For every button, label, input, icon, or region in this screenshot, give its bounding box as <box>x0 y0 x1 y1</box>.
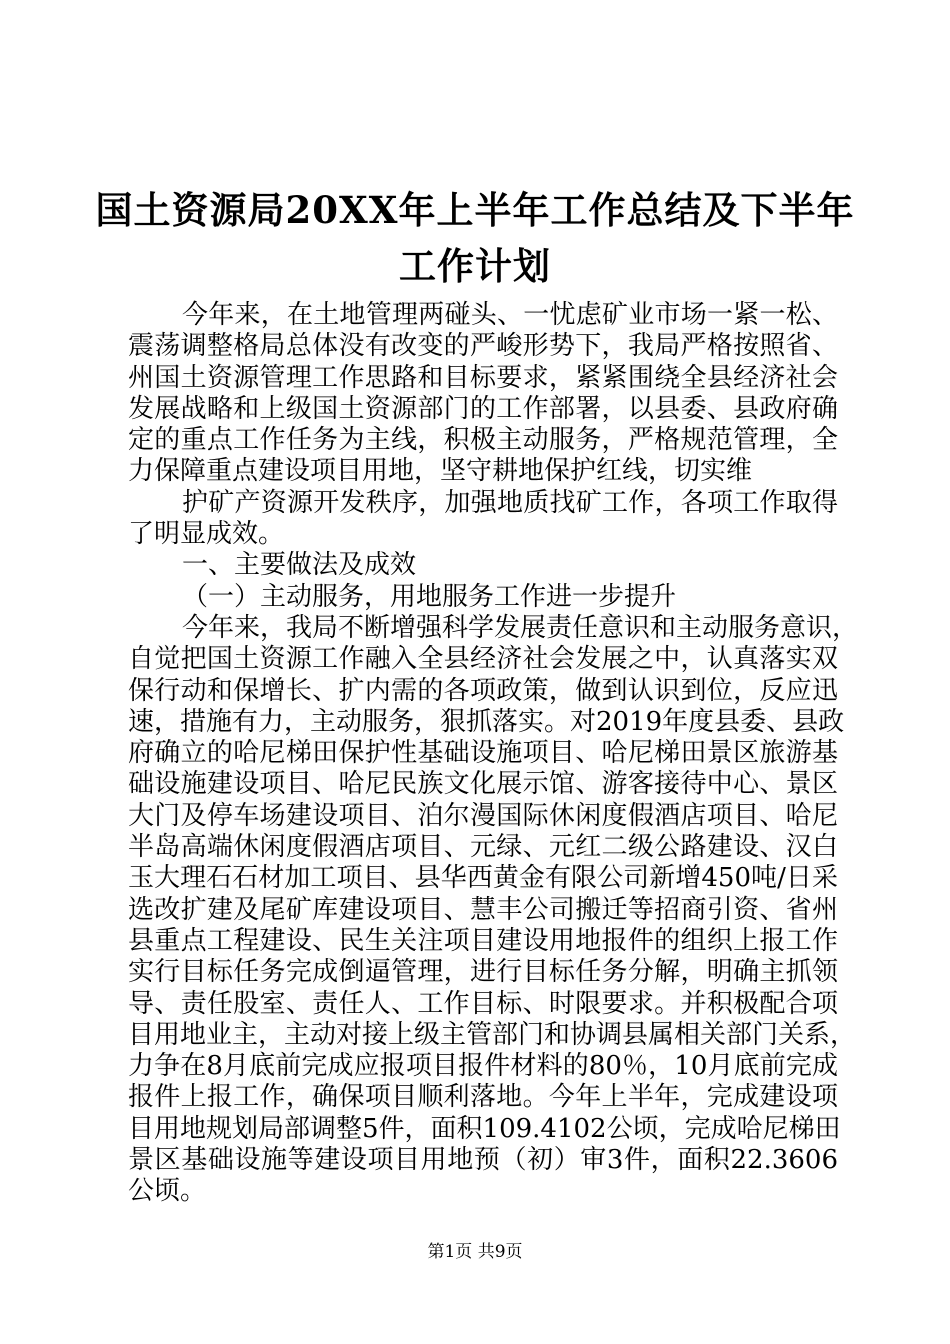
body-text-line: 州国土资源管理工作思路和目标要求，紧紧围绕全县经济社会 <box>128 362 838 393</box>
body-text-line: 实行目标任务完成倒逼管理，进行目标任务分解，明确主抓领 <box>128 957 838 988</box>
body-text-line: 了明显成效。 <box>128 519 285 550</box>
body-text-line: 报件上报工作，确保项目顺利落地。今年上半年，完成建设项 <box>128 1082 838 1113</box>
document-title-line-2: 工作计划 <box>399 244 551 288</box>
body-text-line: 玉大理石石材加工项目、县华西黄金有限公司新增450吨/日采 <box>128 863 838 894</box>
body-text-line: 定的重点工作任务为主线，积极主动服务，严格规范管理，全 <box>128 425 838 456</box>
body-text-line: 今年来，我局不断增强科学发展责任意识和主动服务意识， <box>182 612 859 643</box>
body-text-line: 目用地业主，主动对接上级主管部门和协调县属相关部门关系， <box>128 1019 857 1050</box>
body-text-line: 县重点工程建设、民生关注项目建设用地报件的组织上报工作 <box>128 925 838 956</box>
body-text-line: （一）主动服务，用地服务工作进一步提升 <box>182 581 677 612</box>
body-text-line: 力争在8月底前完成应报项目报件材料的80％，10月底前完成 <box>128 1051 838 1082</box>
document-body <box>128 300 859 1208</box>
body-text-line: 府确立的哈尼梯田保护性基础设施项目、哈尼梯田景区旅游基 <box>128 738 838 769</box>
body-text-line: 一、主要做法及成效 <box>182 550 417 581</box>
body-text-line: 景区基础设施等建设项目用地预（初）审3件，面积22.3606 <box>128 1145 838 1176</box>
body-text-line: 速，措施有力，主动服务，狠抓落实。对2019年度县委、县政 <box>128 706 845 737</box>
body-text-line: 力保障重点建设项目用地，坚守耕地保护红线，切实维 <box>128 456 753 487</box>
body-text-line: 今年来，在土地管理两碰头、一忧虑矿业市场一紧一松、 <box>182 300 838 330</box>
document-title-line-1: 国土资源局20XX年上半年工作总结及下半年 <box>95 188 855 232</box>
page-footer: 第1页 共9页 <box>427 1242 523 1262</box>
body-text-line: 目用地规划局部调整5件，面积109.4102公顷，完成哈尼梯田 <box>128 1113 841 1144</box>
body-text-line: 自觉把国土资源工作融入全县经济社会发展之中，认真落实双 <box>128 644 838 675</box>
body-text-line: 半岛高端休闲度假酒店项目、元绿、元红二级公路建设、汉白 <box>128 832 838 863</box>
body-text-line: 选改扩建及尾矿库建设项目、慧丰公司搬迁等招商引资、省州 <box>128 894 838 925</box>
body-text-line: 护矿产资源开发秩序，加强地质找矿工作，各项工作取得 <box>182 487 838 518</box>
body-text-line: 导、责任股室、责任人、工作目标、时限要求。并积极配合项 <box>128 988 838 1019</box>
body-text-line: 公顷。 <box>128 1176 207 1207</box>
body-text-line: 大门及停车场建设项目、泊尔漫国际休闲度假酒店项目、哈尼 <box>128 800 838 831</box>
body-text-line: 保行动和保增长、扩内需的各项政策，做到认识到位，反应迅 <box>128 675 838 706</box>
body-text-line: 震荡调整格局总体没有改变的严峻形势下，我局严格按照省、 <box>128 331 838 362</box>
body-text-line: 发展战略和上级国土资源部门的工作部署，以县委、县政府确 <box>128 393 838 424</box>
body-text-line: 础设施建设项目、哈尼民族文化展示馆、游客接待中心、景区 <box>128 769 838 800</box>
